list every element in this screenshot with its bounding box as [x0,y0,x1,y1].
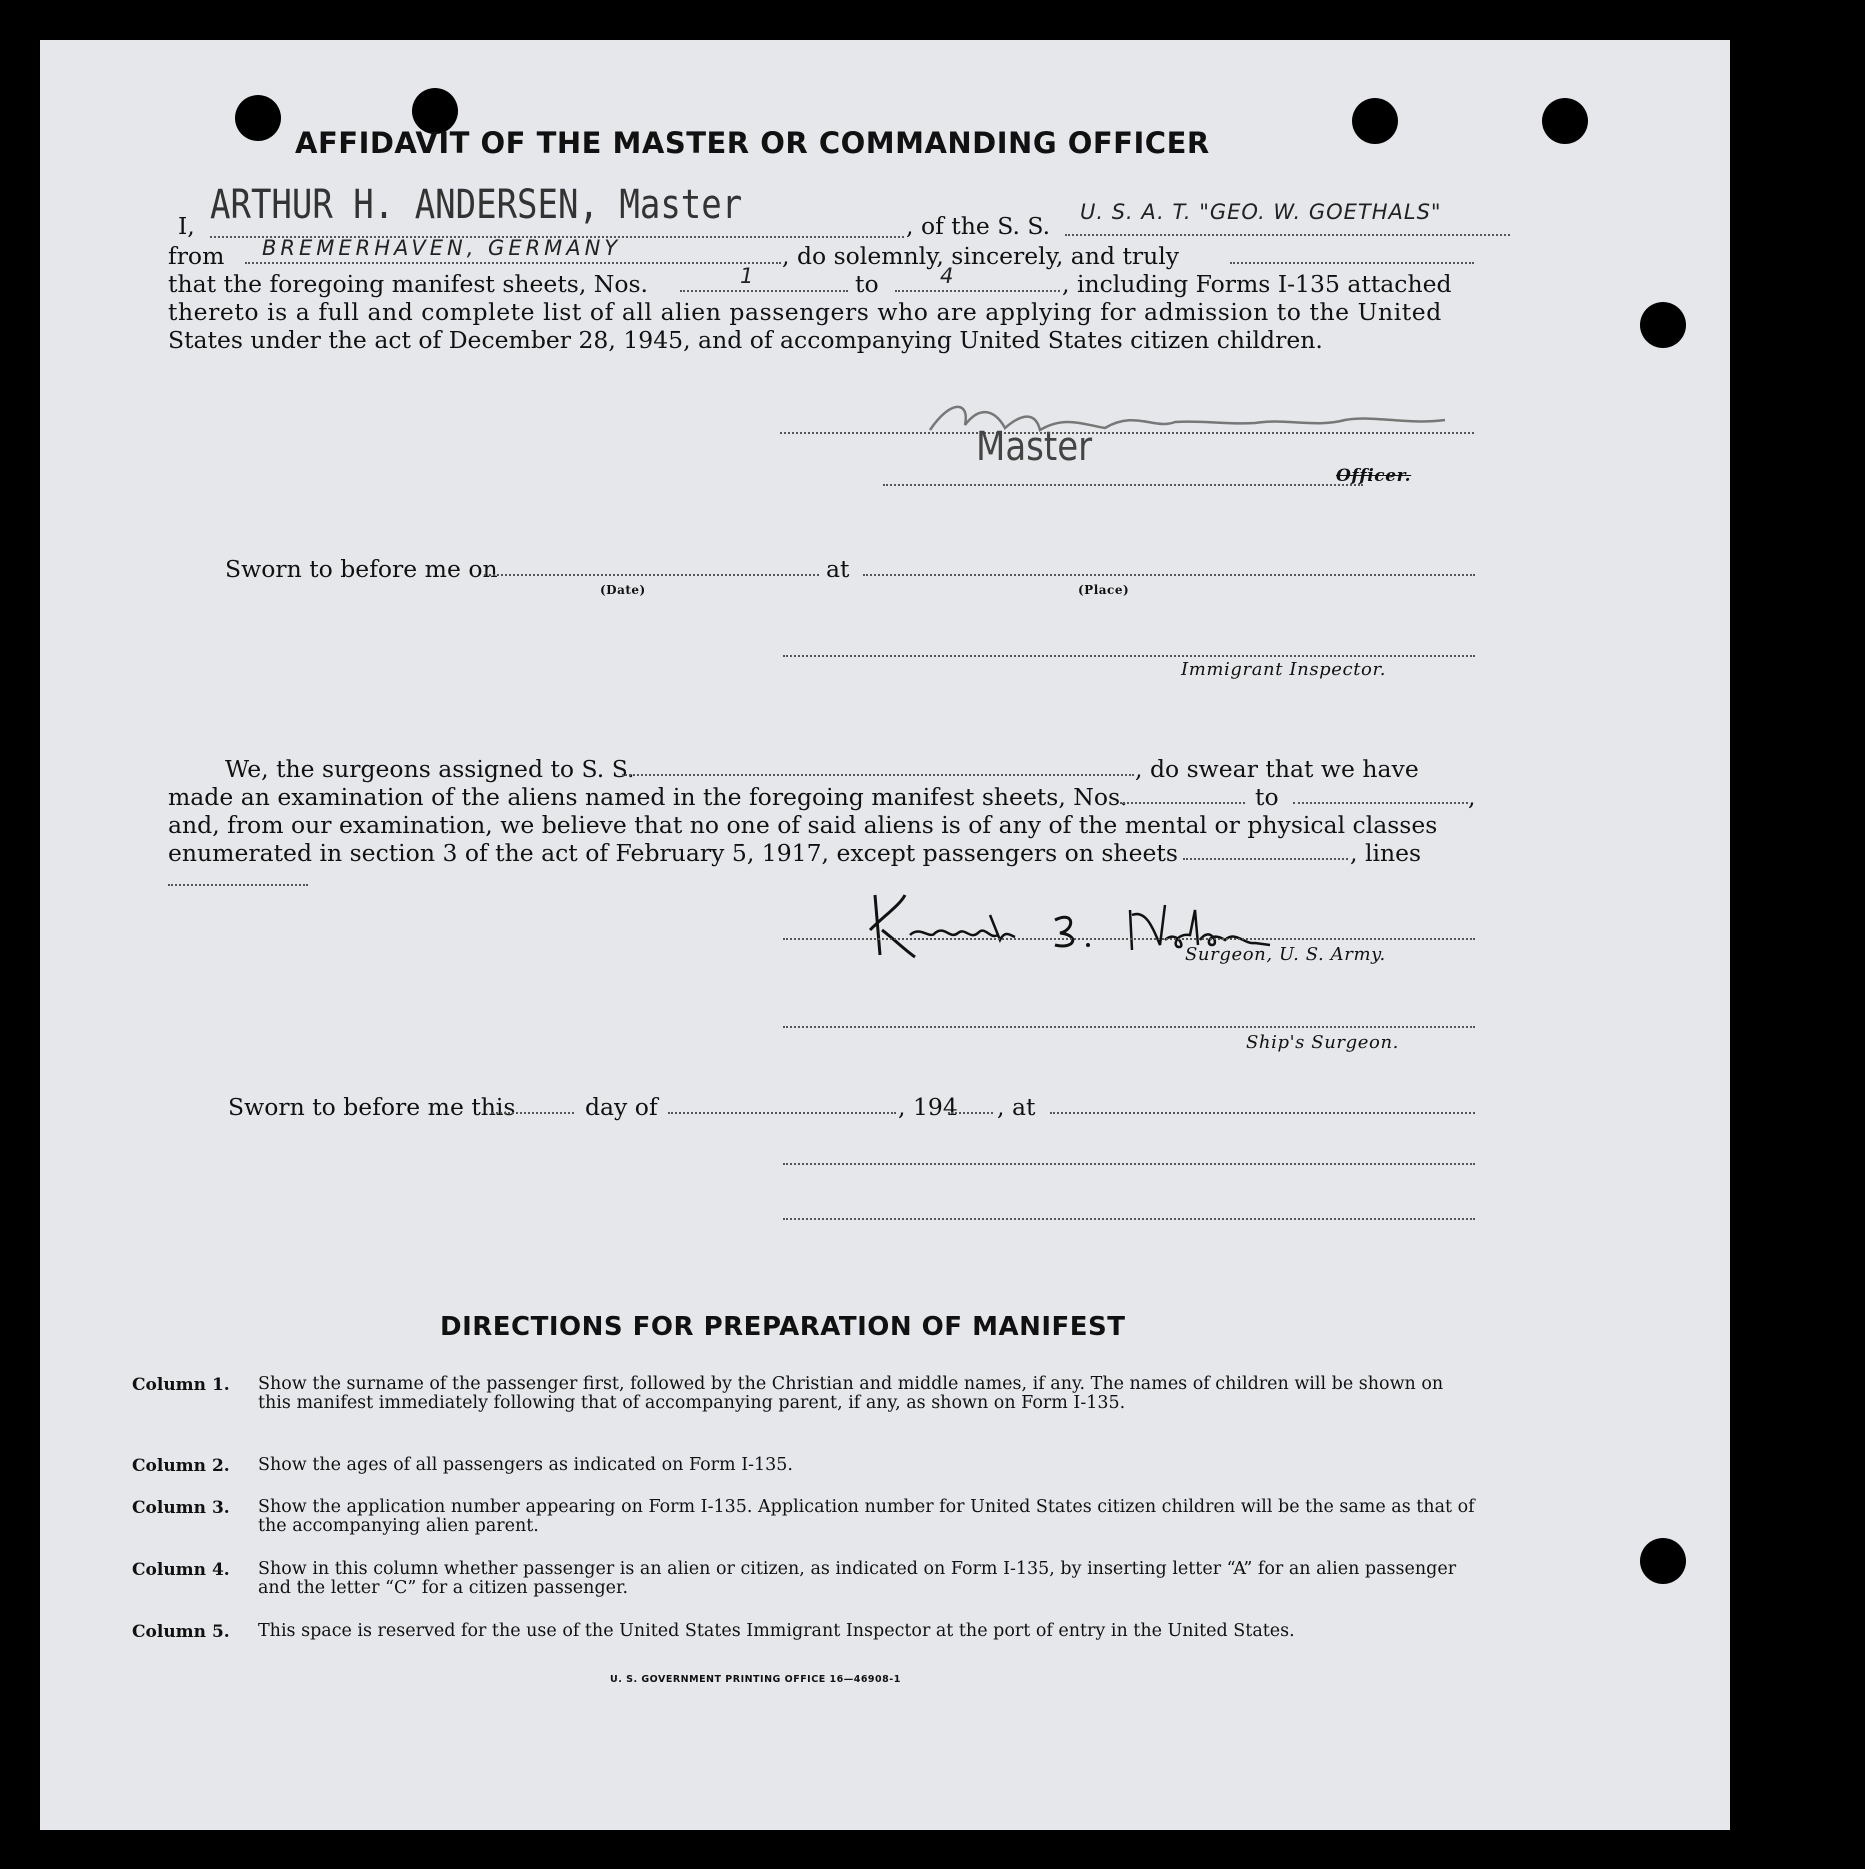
punch-hole-top-left [235,95,281,141]
port-line [245,262,781,264]
sworn2-signature-line-1 [783,1163,1475,1165]
direction-1-text: Show the surname of the passenger first, followed by the Christian and middle names, if any. The names of children will be shown on this manifest immediately following that of accompanying parent, if any, as shown on Form I-135. [258,1374,1444,1413]
inspector-signature-line [783,655,1475,657]
manifest-sheets-text: that the foregoing manifest sheets, Nos. [168,270,649,298]
from-label: from [168,242,225,270]
document-page [40,40,1730,1830]
sheet-to-line [895,290,1060,292]
surgeons-sheet-from-line [1120,802,1245,804]
direction-3-text: Show the application number appearing on Form I-135. Application number for United States citizen children will be the same as that of the accompanying alien parent. [258,1497,1475,1536]
port-handwritten: BREMERHAVEN, GERMANY [262,236,622,260]
surgeons-to-label: to [1255,783,1279,811]
surgeons-sheets-exception-line [1183,858,1348,860]
solemnly-line [1230,262,1474,264]
inspector-label: Immigrant Inspector. [1181,659,1387,680]
sworn-date-line [484,574,819,576]
surgeons-line-1b: , do swear that we have [1135,755,1419,783]
direction-4-text: Show in this column whether passenger is an alien or citizen, as indicated on Form I-135, by inserting letter “A” for an alien passenger and the letter “C” for a citizen passenger. [258,1559,1457,1598]
sworn-date-caption: (Date) [600,583,646,597]
army-surgeon-label: Surgeon, U. S. Army. [1185,944,1386,965]
direction-2-label: Column 2. [132,1456,230,1476]
sworn2-year: , 194 [898,1093,958,1121]
officer-line [883,484,1363,486]
surgeons-ship-line [622,774,1134,776]
surgeons-comma: , [1468,783,1476,811]
solemnly-text: , do solemnly, sincerely, and truly [782,242,1180,270]
ships-surgeon-label: Ship's Surgeon. [1246,1032,1399,1053]
sheet-to-handwritten: 4 [940,264,958,288]
surgeons-lines-label: , lines [1350,839,1422,867]
sworn2-year-line [948,1112,993,1114]
officer-label: Officer. [1336,466,1412,486]
sworn2-day-of: day of [585,1093,658,1121]
sheet-from-handwritten: 1 [740,264,758,288]
punch-hole-top-right-2 [1542,98,1588,144]
surgeons-line-1a: We, the surgeons assigned to S. S. [225,755,635,783]
surgeons-sheet-to-line [1293,802,1468,804]
surgeons-lines-exception-line [168,884,308,886]
surgeons-line-3: and, from our examination, we believe that no one of said aliens is of any of the mental or physical classes [168,811,1438,839]
master-signature-line [780,432,1474,434]
sheet-from-line [680,290,848,292]
master-title-typed: Master [976,424,1093,470]
sworn-before-me-label: Sworn to before me on [225,555,498,583]
ship-name-line [1065,234,1510,236]
sworn2-month-line [668,1112,896,1114]
ships-surgeon-line [783,1026,1475,1028]
direction-4-label: Column 4. [132,1560,230,1580]
army-surgeon-line [783,938,1475,940]
printing-office-footer: U. S. GOVERNMENT PRINTING OFFICE 16—46908-1 [610,1674,901,1685]
sworn-place-line [863,574,1475,576]
intro-I: I, [178,212,195,240]
affidavit-line-5: States under the act of December 28, 1945, and of accompanying United States citizen children. [168,326,1323,354]
direction-1-label: Column 1. [132,1375,230,1395]
direction-3-label: Column 3. [132,1498,230,1518]
sworn2-place-line [1050,1112,1475,1114]
surgeons-line-4a: enumerated in section 3 of the act of February 5, 1917, except passengers on sheets [168,839,1178,867]
sworn-place-caption: (Place) [1078,583,1130,597]
directions-title: DIRECTIONS FOR PREPARATION OF MANIFEST [440,1312,1126,1342]
to-label: to [855,270,879,298]
sworn2-day-line [492,1112,574,1114]
sworn2-signature-line-2 [783,1218,1475,1220]
ship-name-handwritten: U. S. A. T. "GEO. W. GOETHALS" [1080,200,1442,224]
of-the-ss-label: , of the S. S. [906,212,1051,240]
punch-hole-right-upper [1640,302,1686,348]
forms-attached-text: , including Forms I-135 attached [1062,270,1452,298]
affidavit-line-4: thereto is a full and complete list of all alien passengers who are applying for admission to the United [168,298,1442,326]
sworn2-at: , at [997,1093,1036,1121]
punch-hole-right-lower [1640,1538,1686,1584]
sworn-at-label: at [826,555,850,583]
master-name-typed: ARTHUR H. ANDERSEN, Master [210,182,743,228]
direction-2-text: Show the ages of all passengers as indicated on Form I-135. [258,1455,793,1475]
sworn2-label: Sworn to before me this [228,1093,516,1121]
affidavit-title: AFFIDAVIT OF THE MASTER OR COMMANDING OFFICER [295,126,1210,160]
punch-hole-top-right-1 [1352,98,1398,144]
surgeons-line-2a: made an examination of the aliens named in the foregoing manifest sheets, Nos. [168,783,1128,811]
direction-5-text: This space is reserved for the use of the United States Immigrant Inspector at the port of entry in the United States. [258,1621,1295,1641]
direction-5-label: Column 5. [132,1622,230,1642]
